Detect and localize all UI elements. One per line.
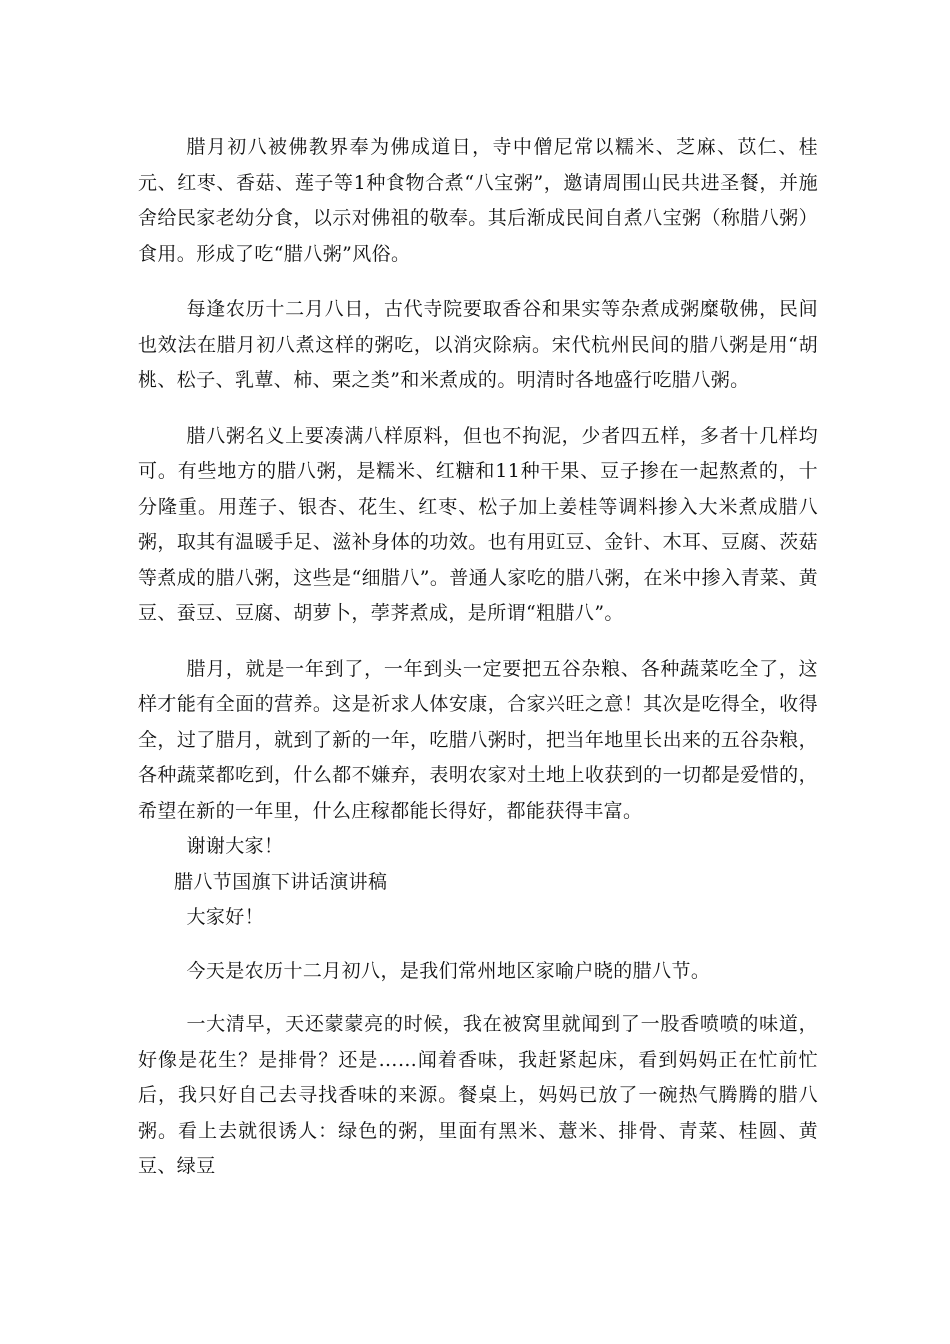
speech-greeting: 大家好！ <box>186 906 265 928</box>
closing-thanks: 谢谢大家！ <box>186 835 284 857</box>
paragraph-meaning: 腊月，就是一年到了，一年到头一定要把五谷杂粮、各种蔬菜吃全了，这样才能有全面的营养。这是祈求人体安康，合家兴旺之意！其次是吃得全，收得全，过了腊月，就到了新的一年，吃腊八粥时，把当年地里长出来的五谷杂粮，各种蔬菜都吃到，什么都不嫌弃，表明农家对土地上收获到的一切都是爱惜的，希望在新的一年里，什么庄稼都能长得好，都能获得丰富。 <box>138 657 818 822</box>
speech-title: 腊八节国旗下讲话演讲稿 <box>174 870 388 893</box>
paragraph-temple-custom: 每逢农历十二月八日，古代寺院要取香谷和果实等杂煮成粥糜敬佛，民间也效法在腊月初八煮这样的粥吃，以消灾除病。宋代杭州民间的腊八粥是用“胡桃、松子、乳蕈、柿、栗之类”和米煮成的。明清时各地盛行吃腊八粥。 <box>138 298 818 391</box>
speech-story: 一大清早，天还蒙蒙亮的时候，我在被窝里就闻到了一股香喷喷的味道，好像是花生？是排骨？还是……闻着香味，我赶紧起床，看到妈妈正在忙前忙后，我只好自己去寻找香味的来源。餐桌上，妈妈已放了一碗热气腾腾的腊八粥。看上去就很诱人：绿色的粥，里面有黑米、薏米、排骨、青菜、桂圆、黄豆、绿豆 <box>138 1013 818 1177</box>
paragraph-ingredients: 腊八粥名义上要凑满八样原料，但也不拘泥，少者四五样，多者十几样均可。有些地方的腊八粥，是糯米、红糖和11种干果、豆子掺在一起熬煮的，十分隆重。用莲子、银杏、花生、红枣、松子加上姜桂等调料掺入大米煮成腊八粥，取其有温暖手足、滋补身体的功效。也有用豇豆、金针、木耳、豆腐、茨菇等煮成的腊八粥，这些是“细腊八”。普通人家吃的腊八粥，在米中掺入青菜、黄豆、蚕豆、豆腐、胡萝卜，荸荠煮成，是所谓“粗腊八”。 <box>138 424 818 624</box>
document-body <box>138 130 818 1185</box>
paragraph-laba-origin: 腊月初八被佛教界奉为佛成道日，寺中僧尼常以糯米、芝麻、苡仁、桂元、红枣、香菇、莲子等1种食物合煮“八宝粥”，邀请周围山民共进圣餐，并施舍给民家老幼分食，以示对佛祖的敬奉。其后渐成民间自煮八宝粥（称腊八粥）食用。形成了吃“腊八粥”风俗。 <box>138 136 818 265</box>
speech-intro: 今天是农历十二月初八，是我们常州地区家喻户晓的腊八节。 <box>186 959 711 982</box>
